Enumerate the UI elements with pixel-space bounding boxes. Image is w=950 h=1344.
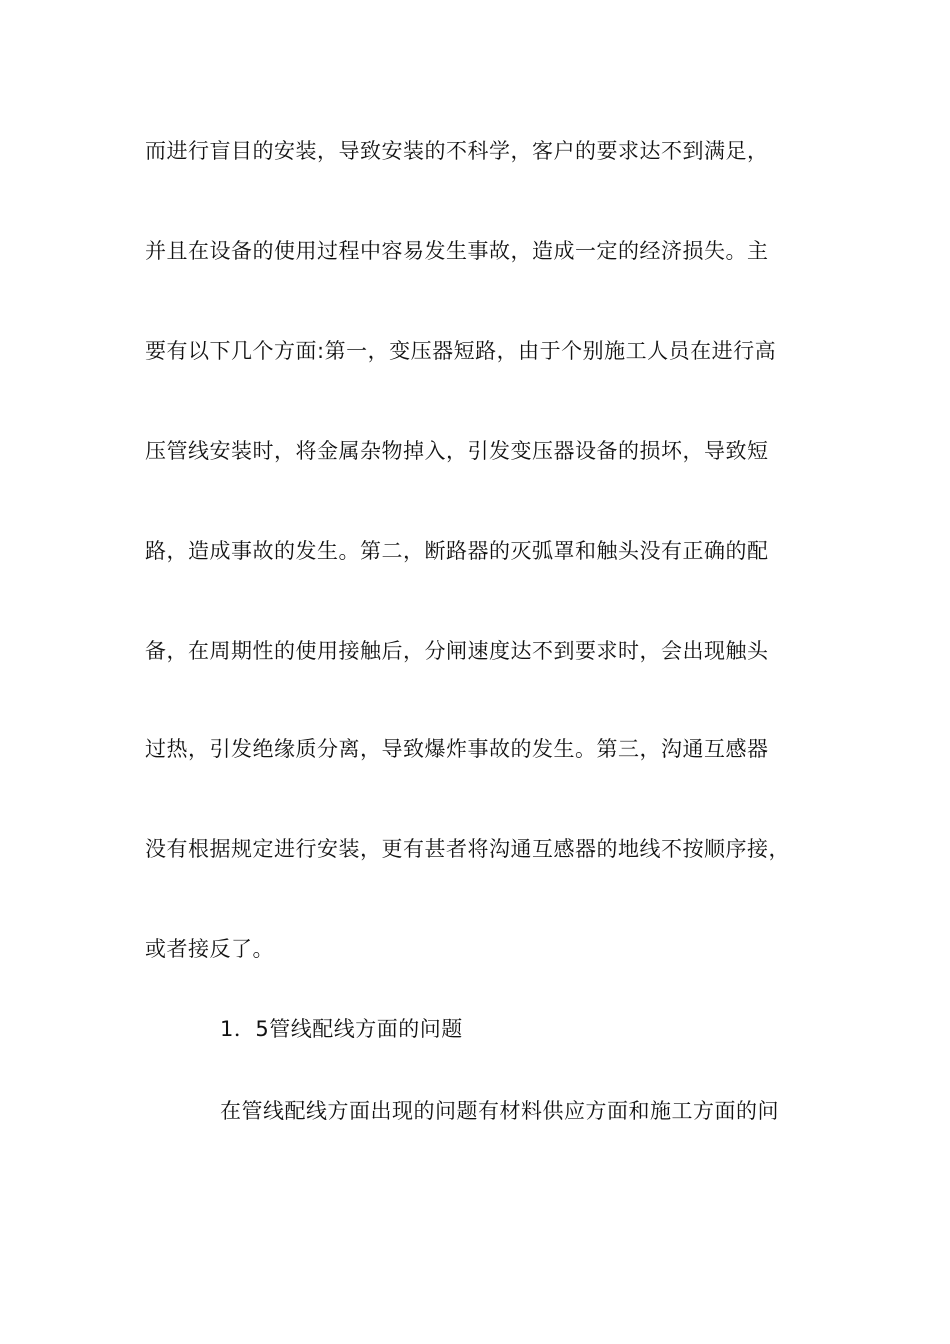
paragraph-line: 要有以下几个方面:第一，变压器短路，由于个别施工人员在进行高 — [145, 339, 777, 363]
paragraph-line: 或者接反了。 — [145, 937, 274, 961]
paragraph-line: 在管线配线方面出现的问题有材料供应方面和施工方面的问 — [220, 1099, 779, 1123]
paragraph-line: 压管线安装时，将金属杂物掉入，引发变压器设备的损坏，导致短 — [145, 439, 769, 463]
paragraph-line: 没有根据规定进行安装，更有甚者将沟通互感器的地线不按顺序接， — [145, 837, 790, 861]
paragraph-line: 备，在周期性的使用接触后，分闸速度达不到要求时，会出现触头 — [145, 639, 769, 663]
section-heading: 1．5管线配线方面的问题 — [220, 1017, 463, 1041]
paragraph-line: 过热，引发绝缘质分离，导致爆炸事故的发生。第三，沟通互感器 — [145, 737, 769, 761]
paragraph-line: 并且在设备的使用过程中容易发生事故，造成一定的经济损失。主 — [145, 239, 769, 263]
paragraph-line: 路，造成事故的发生。第二，断路器的灭弧罩和触头没有正确的配 — [145, 539, 769, 563]
paragraph-line: 而进行盲目的安装，导致安装的不科学，客户的要求达不到满足， — [145, 139, 769, 163]
